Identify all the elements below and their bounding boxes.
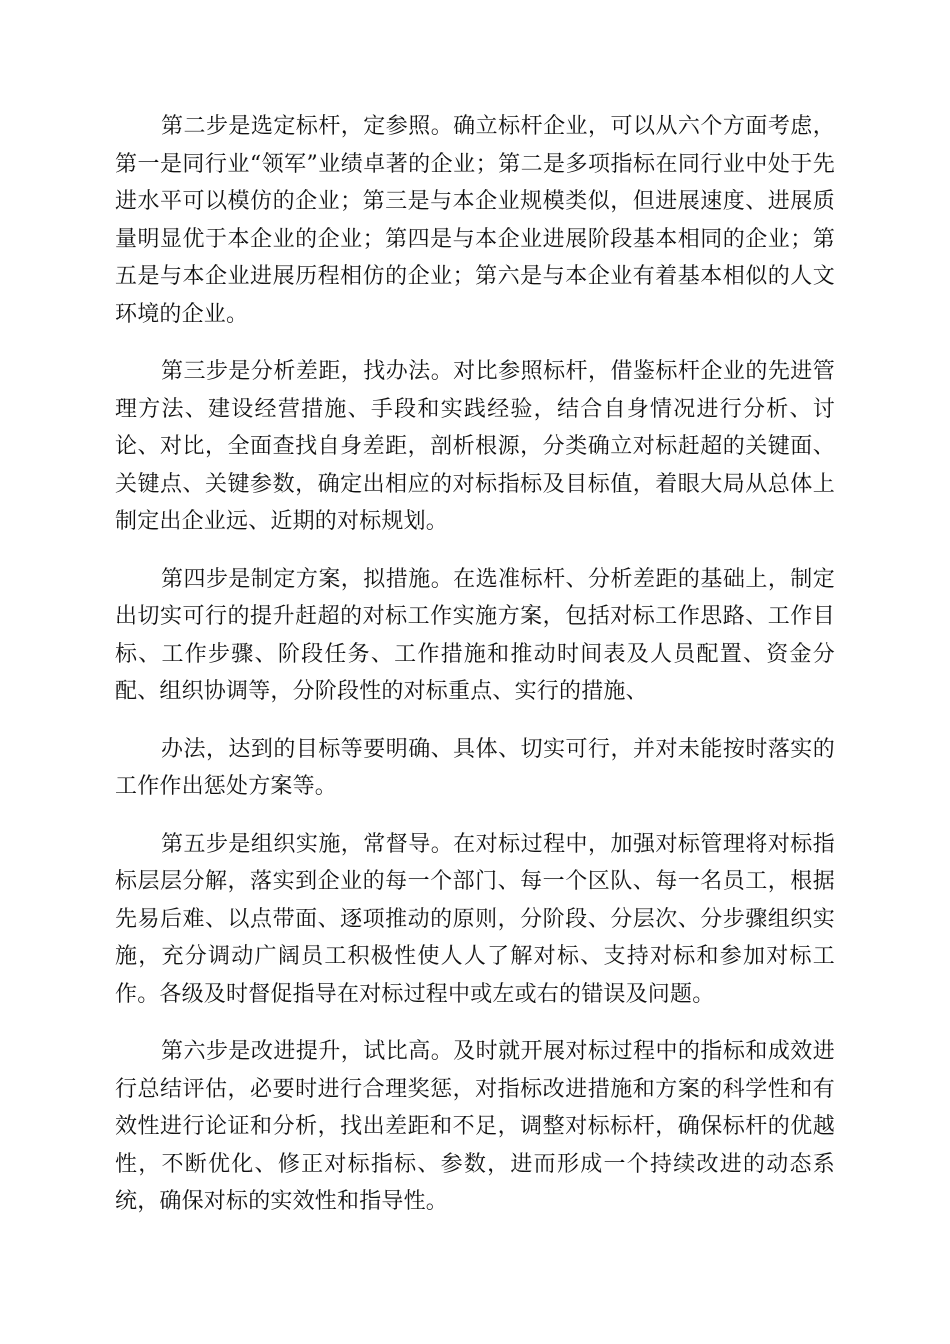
paragraph-step-3: 第三步是分析差距，找办法。对比参照标杆，借鉴标杆企业的先进管理方法、建设经营措施、手段和实践经验，结合自身情况进行分析、讨论、对比，全面查找自身差距，剖析根源，分类确立对标赶超的关键面、关键点、关键参数，确定出相应的对标指标及目标值，着眼大局从总体上制定出企业远、近期的对标规划。 — [115, 359, 835, 534]
paragraph-step-2: 第二步是选定标杆，定参照。确立标杆企业，可以从六个方面考虑，第一是同行业“领军”业绩卓著的企业；第二是多项指标在同行业中处于先进水平可以模仿的企业；第三是与本企业规模类似，但进展速度、进展质量明显优于本企业的企业；第四是与本企业进展阶段基本相同的企业；第五是与本企业进展历程相仿的企业；第六是与本企业有着基本相似的人文环境的企业。 — [115, 114, 835, 327]
paragraph-step-5: 第五步是组织实施，常督导。在对标过程中，加强对标管理将对标指标层层分解，落实到企业的每一个部门、每一个区队、每一名员工，根据先易后难、以点带面、逐项推动的原则，分阶段、分层次、分步骤组织实施，充分调动广阔员工积极性使人人了解对标、支持对标和参加对标工作。各级及时督促指导在对标过程中或左或右的错误及问题。 — [115, 831, 835, 1007]
document-body — [115, 108, 835, 1221]
paragraph-step-4-continued: 办法，达到的目标等要明确、具体、切实可行，并对未能按时落实的工作作出惩处方案等。 — [115, 736, 835, 799]
paragraph-step-4: 第四步是制定方案，拟措施。在选准标杆、分析差距的基础上，制定出切实可行的提升赶超的对标工作实施方案，包括对标工作思路、工作目标、工作步骤、阶段任务、工作措施和推动时间表及人员配置、资金分配、组织协调等，分阶段性的对标重点、实行的措施、 — [115, 566, 835, 704]
paragraph-step-6: 第六步是改进提升，试比高。及时就开展对标过程中的指标和成效进行总结评估，必要时进行合理奖惩，对指标改进措施和方案的科学性和有效性进行论证和分析，找出差距和不足，调整对标标杆，确保标杆的优越性，不断优化、修正对标指标、参数，进而形成一个持续改进的动态系统，确保对标的实效性和指导性。 — [115, 1039, 835, 1214]
